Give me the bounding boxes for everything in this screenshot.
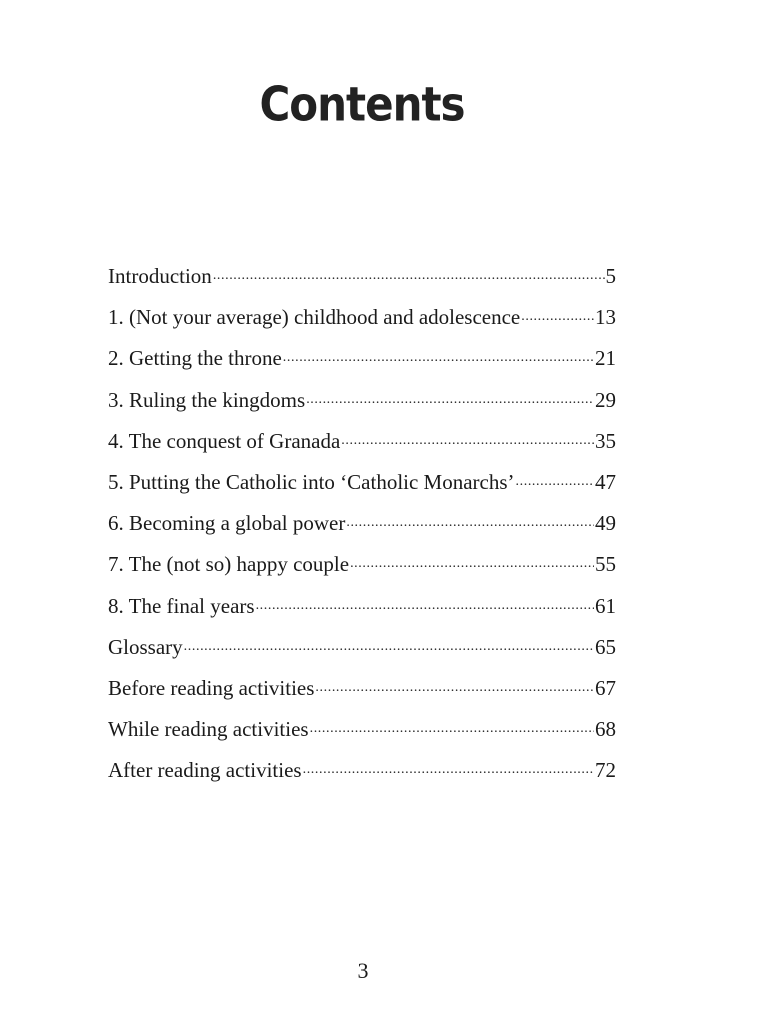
toc-entry-chapter-1[interactable] bbox=[108, 303, 616, 344]
dot-leader bbox=[310, 715, 594, 736]
toc-entry-page: 49 bbox=[595, 511, 616, 536]
toc-entry-chapter-4[interactable] bbox=[108, 427, 616, 468]
toc-entry-label: Glossary bbox=[108, 634, 183, 659]
dot-leader bbox=[315, 674, 594, 695]
toc-entry-page: 65 bbox=[595, 634, 616, 659]
toc-entry-page: 72 bbox=[595, 758, 616, 783]
dot-leader bbox=[350, 550, 594, 571]
dot-leader bbox=[256, 592, 594, 613]
toc-entry-page: 13 bbox=[595, 305, 616, 330]
toc-entry-page: 47 bbox=[595, 469, 616, 494]
toc-entry-label: While reading activities bbox=[108, 717, 309, 742]
toc-entry-label: 5. Putting the Catholic into ‘Catholic Monarchs’ bbox=[108, 469, 515, 494]
toc-entry-while-reading[interactable] bbox=[108, 715, 616, 756]
toc-entry-label: 1. (Not your average) childhood and adolescence bbox=[108, 305, 521, 330]
toc-entry-label: Introduction bbox=[108, 264, 212, 288]
toc-entry-after-reading[interactable] bbox=[108, 756, 616, 797]
toc-entry-page: 61 bbox=[595, 593, 616, 618]
toc-entry-label: 8. The final years bbox=[108, 593, 255, 618]
dot-leader bbox=[341, 427, 594, 448]
toc-entry-introduction[interactable] bbox=[108, 262, 616, 303]
page-title: Contents bbox=[259, 77, 465, 132]
toc-entry-label: 3. Ruling the kingdoms bbox=[108, 387, 306, 412]
dot-leader bbox=[184, 633, 594, 654]
toc-entry-chapter-2[interactable] bbox=[108, 344, 616, 385]
page-number: 3 bbox=[357, 958, 369, 983]
toc-entry-chapter-3[interactable] bbox=[108, 386, 616, 427]
dot-leader bbox=[283, 344, 594, 365]
dot-leader bbox=[346, 509, 594, 530]
toc-entry-chapter-5[interactable] bbox=[108, 468, 616, 509]
toc-entry-before-reading[interactable] bbox=[108, 674, 616, 715]
dot-leader bbox=[303, 756, 594, 777]
toc-entry-page: 67 bbox=[595, 675, 616, 700]
table-of-contents bbox=[108, 262, 616, 797]
toc-entry-page: 55 bbox=[595, 552, 616, 577]
toc-entry-page: 35 bbox=[595, 428, 616, 453]
toc-entry-label: 2. Getting the throne bbox=[108, 346, 282, 371]
toc-entry-page: 29 bbox=[595, 387, 616, 412]
toc-entry-label: 6. Becoming a global power bbox=[108, 511, 346, 536]
toc-entry-label: 4. The conquest of Granada bbox=[108, 428, 341, 453]
toc-entry-page: 21 bbox=[595, 346, 616, 371]
toc-entry-label: 7. The (not so) happy couple bbox=[108, 552, 350, 577]
dot-leader bbox=[306, 386, 594, 407]
toc-entry-page: 68 bbox=[595, 717, 616, 742]
dot-leader bbox=[521, 303, 594, 324]
toc-entry-glossary[interactable] bbox=[108, 633, 616, 674]
toc-entry-label: Before reading activities bbox=[108, 675, 315, 700]
toc-entry-chapter-7[interactable] bbox=[108, 550, 616, 591]
toc-entry-chapter-8[interactable] bbox=[108, 592, 616, 633]
dot-leader bbox=[516, 468, 594, 489]
toc-entry-page: 5 bbox=[605, 264, 616, 288]
dot-leader bbox=[213, 262, 605, 283]
toc-entry-label: After reading activities bbox=[108, 758, 302, 783]
toc-entry-chapter-6[interactable] bbox=[108, 509, 616, 550]
